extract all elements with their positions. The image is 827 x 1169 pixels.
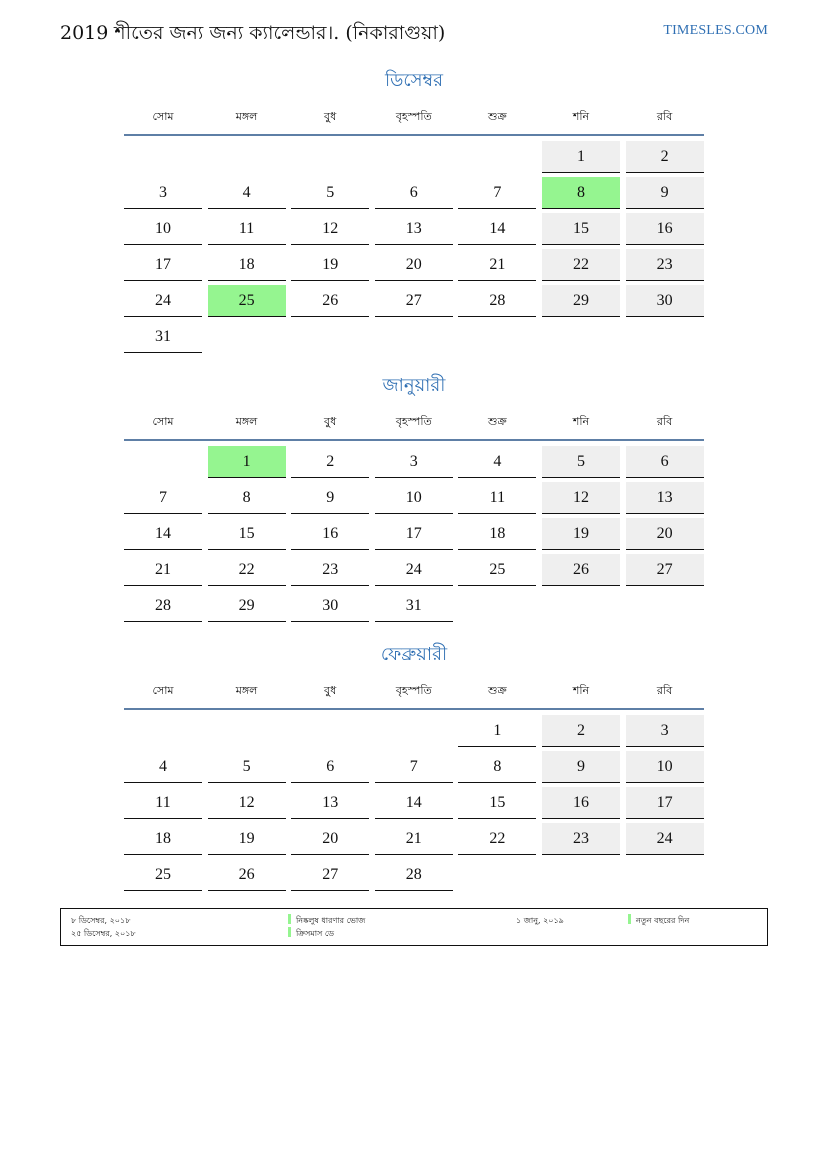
day-cell: 15 (542, 213, 620, 245)
day-cell: 2 (626, 141, 704, 173)
day-cell: 8 (458, 751, 536, 783)
day-cell: 9 (542, 751, 620, 783)
legend-date: ১ জানু, ২০১৯ (516, 916, 564, 925)
weekday-label: মঙ্গল (235, 684, 258, 697)
empty-day-cell (208, 715, 286, 746)
day-cell: 27 (626, 554, 704, 586)
weekday-label: শনি (572, 684, 590, 697)
day-cell: 3 (124, 177, 202, 209)
day-cell: 23 (291, 554, 369, 586)
day-cell: 22 (208, 554, 286, 586)
day-cell: 13 (375, 213, 453, 245)
day-cell: 3 (626, 715, 704, 747)
weekday-label: মঙ্গল (235, 415, 258, 428)
site-link[interactable]: TIMESLES.COM (663, 23, 768, 38)
empty-day-cell (542, 859, 620, 890)
day-cell: 15 (458, 787, 536, 819)
day-cell: 27 (291, 859, 369, 891)
holiday-legend (60, 908, 768, 946)
month-block (124, 375, 704, 626)
weekday-header (124, 108, 704, 136)
day-cell: 20 (291, 823, 369, 855)
legend-holiday-name: ক্রিসমাস ডে (296, 929, 334, 938)
day-cell: 25 (208, 285, 286, 317)
month-title: জানুয়ারী (382, 375, 446, 396)
day-cell: 23 (542, 823, 620, 855)
day-cell: 24 (124, 285, 202, 317)
day-cell: 30 (626, 285, 704, 317)
empty-day-cell (375, 715, 453, 746)
day-cell: 28 (458, 285, 536, 317)
empty-day-cell (626, 590, 704, 621)
week-row (124, 787, 704, 823)
day-cell: 1 (542, 141, 620, 173)
day-cell: 24 (375, 554, 453, 586)
weekday-label: বুধ (324, 684, 337, 697)
week-row (124, 285, 704, 321)
day-cell: 14 (375, 787, 453, 819)
day-cell: 12 (291, 213, 369, 245)
day-cell: 26 (208, 859, 286, 891)
month-title: ফেব্রুয়ারী (380, 644, 448, 665)
day-cell: 26 (542, 554, 620, 586)
week-row (124, 249, 704, 285)
day-cell: 4 (208, 177, 286, 209)
day-cell: 14 (458, 213, 536, 245)
day-cell: 29 (208, 590, 286, 622)
weekday-label: বৃহস্পতি (395, 684, 432, 697)
empty-day-cell (208, 321, 286, 352)
day-cell: 16 (291, 518, 369, 550)
weekday-label: বৃহস্পতি (395, 110, 432, 123)
empty-day-cell (626, 321, 704, 352)
month-block (124, 70, 704, 357)
empty-day-cell (124, 141, 202, 172)
day-cell: 11 (124, 787, 202, 819)
weekday-label: শনি (572, 415, 590, 428)
day-cell: 31 (124, 321, 202, 353)
weekday-label: রবি (656, 684, 673, 697)
day-cell: 17 (124, 249, 202, 281)
weekday-label: সোম (152, 415, 174, 428)
day-cell: 6 (626, 446, 704, 478)
day-cell: 25 (458, 554, 536, 586)
week-row (124, 482, 704, 518)
day-cell: 1 (458, 715, 536, 747)
week-row (124, 321, 704, 357)
day-cell: 13 (626, 482, 704, 514)
week-row (124, 554, 704, 590)
day-cell: 21 (375, 823, 453, 855)
day-cell: 16 (626, 213, 704, 245)
day-cell: 5 (291, 177, 369, 209)
day-cell: 16 (542, 787, 620, 819)
day-cell: 27 (375, 285, 453, 317)
day-cell: 21 (124, 554, 202, 586)
weekday-label: সোম (152, 110, 174, 123)
day-cell: 20 (626, 518, 704, 550)
weekday-label: সোম (152, 684, 174, 697)
day-cell: 8 (208, 482, 286, 514)
weekday-label: রবি (656, 110, 673, 123)
day-cell: 29 (542, 285, 620, 317)
legend-date: ৮ ডিসেম্বর, ২০১৮ (71, 916, 131, 925)
day-cell: 30 (291, 590, 369, 622)
page-title: 2019 শীতের জন্য জন্য ক্যালেন্ডার।. (নিকারাগুয়া) (60, 22, 446, 44)
day-cell: 18 (124, 823, 202, 855)
weekday-label: শনি (572, 110, 590, 123)
day-cell: 19 (542, 518, 620, 550)
weekday-label: শুক্র (488, 684, 507, 697)
day-cell: 22 (458, 823, 536, 855)
week-row (124, 590, 704, 626)
day-cell: 25 (124, 859, 202, 891)
day-cell: 10 (626, 751, 704, 783)
weekday-header (124, 413, 704, 441)
day-cell: 3 (375, 446, 453, 478)
weekday-header (124, 682, 704, 710)
empty-day-cell (291, 141, 369, 172)
day-cell: 28 (124, 590, 202, 622)
week-row (124, 823, 704, 859)
empty-day-cell (542, 590, 620, 621)
day-cell: 13 (291, 787, 369, 819)
day-cell: 5 (208, 751, 286, 783)
day-cell: 11 (458, 482, 536, 514)
day-cell: 7 (458, 177, 536, 209)
day-cell: 4 (124, 751, 202, 783)
week-row (124, 751, 704, 787)
week-row (124, 859, 704, 895)
day-cell: 20 (375, 249, 453, 281)
day-cell: 12 (542, 482, 620, 514)
legend-holiday-name: নিষ্কলুষ ধারণার ভোজ (296, 916, 366, 925)
legend-date: ২৫ ডিসেম্বর, ২০১৮ (71, 929, 136, 938)
day-cell: 7 (375, 751, 453, 783)
week-row (124, 446, 704, 482)
day-cell: 2 (291, 446, 369, 478)
empty-day-cell (458, 141, 536, 172)
day-cell: 6 (291, 751, 369, 783)
empty-day-cell (626, 859, 704, 890)
day-cell: 28 (375, 859, 453, 891)
day-cell: 2 (542, 715, 620, 747)
legend-holiday-name: নতুন বছরের দিন (636, 916, 690, 925)
holiday-marker (288, 914, 291, 924)
day-cell: 26 (291, 285, 369, 317)
weekday-label: বুধ (324, 110, 337, 123)
day-cell: 17 (626, 787, 704, 819)
day-cell: 4 (458, 446, 536, 478)
day-cell: 18 (208, 249, 286, 281)
empty-day-cell (291, 715, 369, 746)
day-cell: 12 (208, 787, 286, 819)
day-cell: 1 (208, 446, 286, 478)
month-block (124, 644, 704, 895)
holiday-marker (288, 927, 291, 937)
day-cell: 23 (626, 249, 704, 281)
day-cell: 19 (208, 823, 286, 855)
weekday-label: রবি (656, 415, 673, 428)
day-cell: 9 (626, 177, 704, 209)
empty-day-cell (124, 715, 202, 746)
day-cell: 24 (626, 823, 704, 855)
day-cell: 10 (124, 213, 202, 245)
day-cell: 17 (375, 518, 453, 550)
empty-day-cell (458, 321, 536, 352)
empty-day-cell (542, 321, 620, 352)
day-cell: 9 (291, 482, 369, 514)
empty-day-cell (291, 321, 369, 352)
empty-day-cell (124, 446, 202, 477)
day-cell: 10 (375, 482, 453, 514)
day-cell: 7 (124, 482, 202, 514)
empty-day-cell (458, 859, 536, 890)
day-cell: 18 (458, 518, 536, 550)
week-row (124, 518, 704, 554)
day-cell: 31 (375, 590, 453, 622)
day-cell: 21 (458, 249, 536, 281)
holiday-marker (628, 914, 631, 924)
weekday-label: বুধ (324, 415, 337, 428)
weekday-label: মঙ্গল (235, 110, 258, 123)
week-row (124, 177, 704, 213)
day-cell: 6 (375, 177, 453, 209)
month-title: ডিসেম্বর (384, 70, 444, 91)
empty-day-cell (458, 590, 536, 621)
week-row (124, 141, 704, 177)
empty-day-cell (208, 141, 286, 172)
day-cell: 8 (542, 177, 620, 209)
week-row (124, 213, 704, 249)
day-cell: 22 (542, 249, 620, 281)
day-cell: 19 (291, 249, 369, 281)
empty-day-cell (375, 321, 453, 352)
weekday-label: বৃহস্পতি (395, 415, 432, 428)
day-cell: 15 (208, 518, 286, 550)
day-cell: 5 (542, 446, 620, 478)
empty-day-cell (375, 141, 453, 172)
weekday-label: শুক্র (488, 415, 507, 428)
week-row (124, 715, 704, 751)
day-cell: 11 (208, 213, 286, 245)
weekday-label: শুক্র (488, 110, 507, 123)
day-cell: 14 (124, 518, 202, 550)
